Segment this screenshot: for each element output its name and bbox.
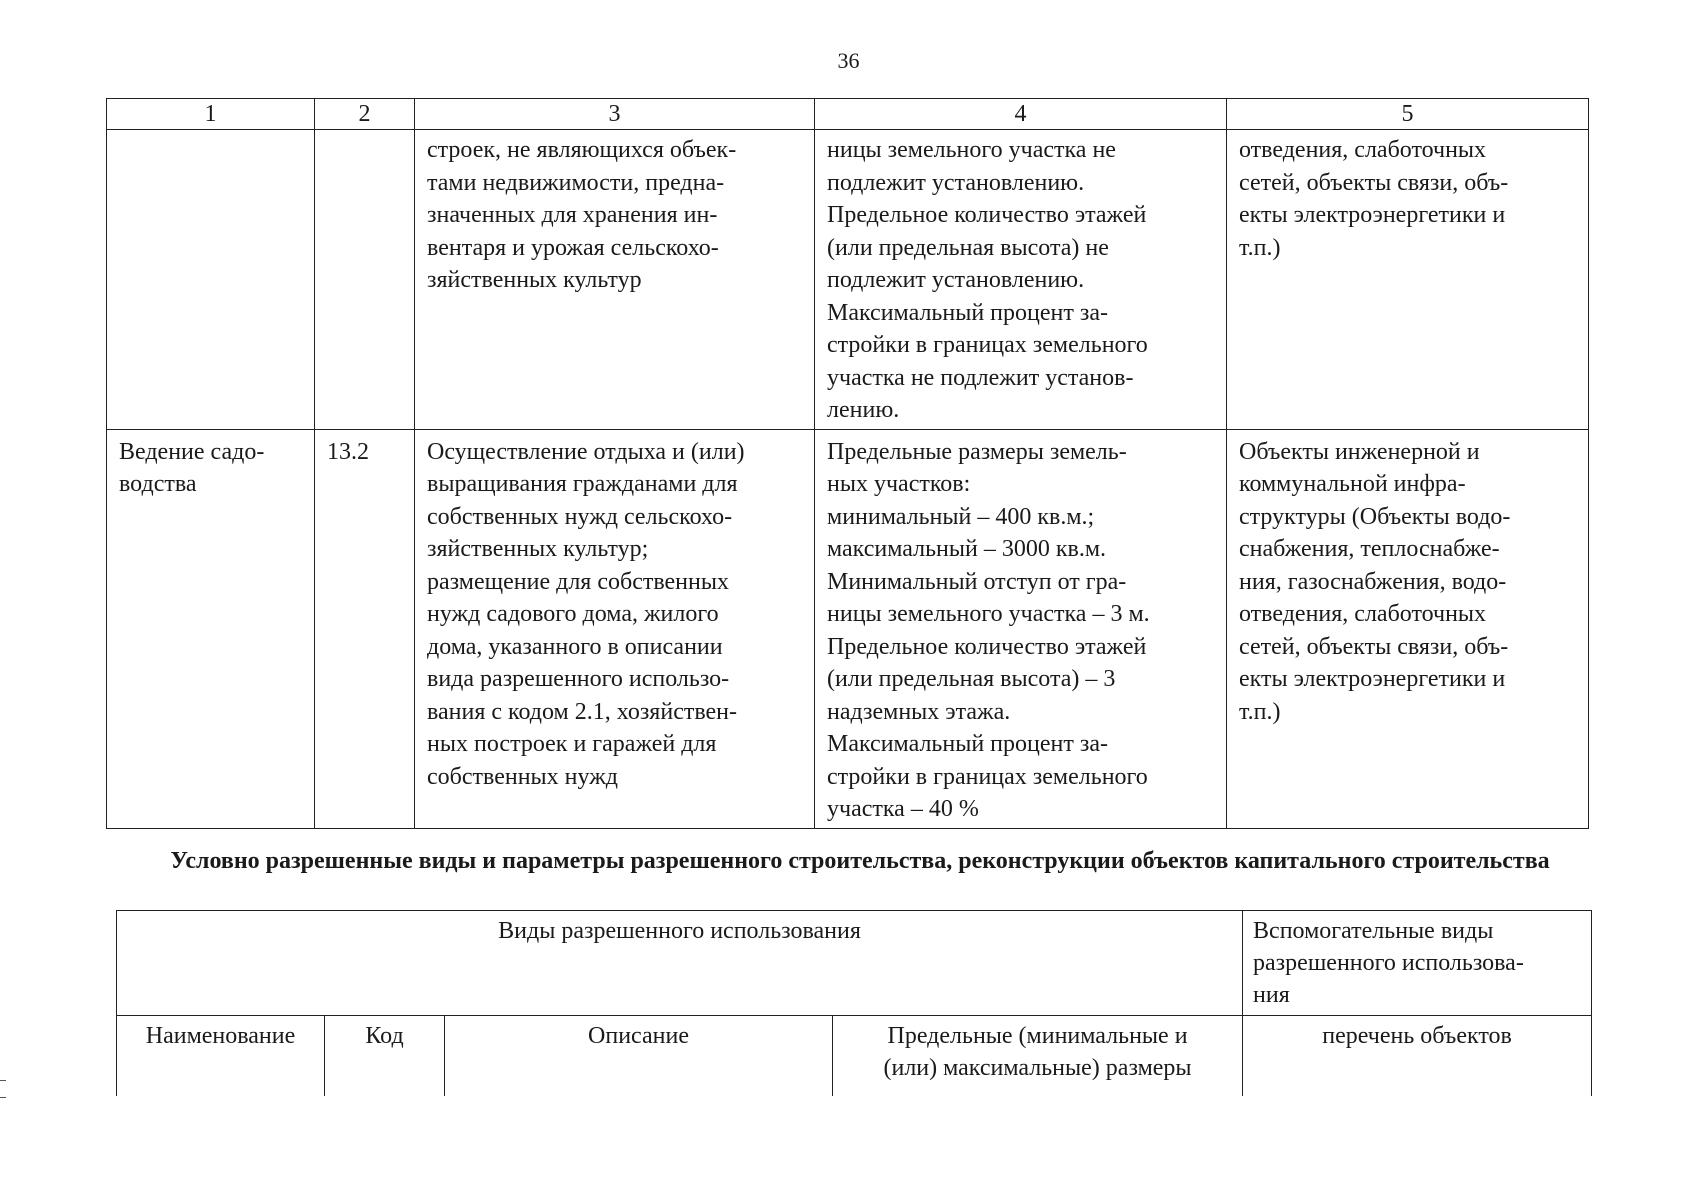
use-description-cell: строек, не являющихся объек- тами недвижимости, предна- значенных для хранения ин- вентаря и урожая сельскохо- зяйственных культур xyxy=(415,130,815,430)
description-column-header: Описание xyxy=(445,1016,833,1097)
use-description-cell: Осуществление отдыха и (или) выращивания гражданами для собственных нужд сельскохо- зяйственных культур; размещение для собственных нужд садового дома, жилого дома, указанного в описании вида разрешенного использо- вания с кодом 2.1, хозяйствен- ных построек и гаражей для собственных нужд xyxy=(415,429,815,828)
table-row xyxy=(107,130,1589,430)
group-header-row xyxy=(117,911,1592,1016)
auxiliary-uses-header: Вспомогательные виды разрешенного использова- ния xyxy=(1243,911,1592,1016)
page-number: 36 xyxy=(837,48,860,73)
use-name-cell xyxy=(107,130,315,430)
use-code-cell: 13.2 xyxy=(315,429,415,828)
auxiliary-uses-cell: Объекты инженерной и коммунальной инфра- структуры (Объекты водо- снабжения, теплоснабже- ния, газоснабжения, водо- отведения, слаботочных сетей, объекты связи, объ- екты электроэнергетики и т.п.) xyxy=(1227,429,1589,828)
column-number: 3 xyxy=(415,99,815,130)
code-column-header: Код xyxy=(325,1016,445,1097)
name-column-header: Наименование xyxy=(117,1016,325,1097)
table-row xyxy=(107,429,1589,828)
use-code-cell xyxy=(315,130,415,430)
land-use-table-continued xyxy=(106,98,1589,829)
use-parameters-cell: Предельные размеры земель- ных участков: минимальный – 400 кв.м.; максимальный – 3000 кв.м. Минимальный отступ от гра- ницы земельного участка – 3 м. Предельное количество этажей (или предельная высота) – 3 надземных этажа. Максимальный процент за- стройки в границах земельного участка – 40 % xyxy=(815,429,1227,828)
column-number: 2 xyxy=(315,99,415,130)
column-number: 5 xyxy=(1227,99,1589,130)
section-title: Условно разрешенные виды и параметры разрешенного строительства, реконструкции объектов капитального строительства xyxy=(170,848,1550,874)
permitted-uses-header: Виды разрешенного использования xyxy=(117,911,1243,1016)
conditional-use-table xyxy=(116,910,1592,1096)
aux-list-column-header: перечень объектов xyxy=(1243,1016,1592,1097)
parameters-column-header: Предельные (минимальные и (или) максимальные) размеры xyxy=(833,1016,1243,1097)
column-number-row xyxy=(107,99,1589,130)
use-parameters-cell: ницы земельного участка не подлежит установлению. Предельное количество этажей (или предельная высота) не подлежит установлению. Максимальный процент за- стройки в границах земельного участка не подлежит установ- лению. xyxy=(815,130,1227,430)
scan-edge-mark xyxy=(0,1080,6,1098)
column-header-row xyxy=(117,1016,1592,1097)
auxiliary-uses-cell: отведения, слаботочных сетей, объекты связи, объ- екты электроэнергетики и т.п.) xyxy=(1227,130,1589,430)
use-name-cell: Ведение садо- водства xyxy=(107,429,315,828)
column-number: 1 xyxy=(107,99,315,130)
column-number: 4 xyxy=(815,99,1227,130)
